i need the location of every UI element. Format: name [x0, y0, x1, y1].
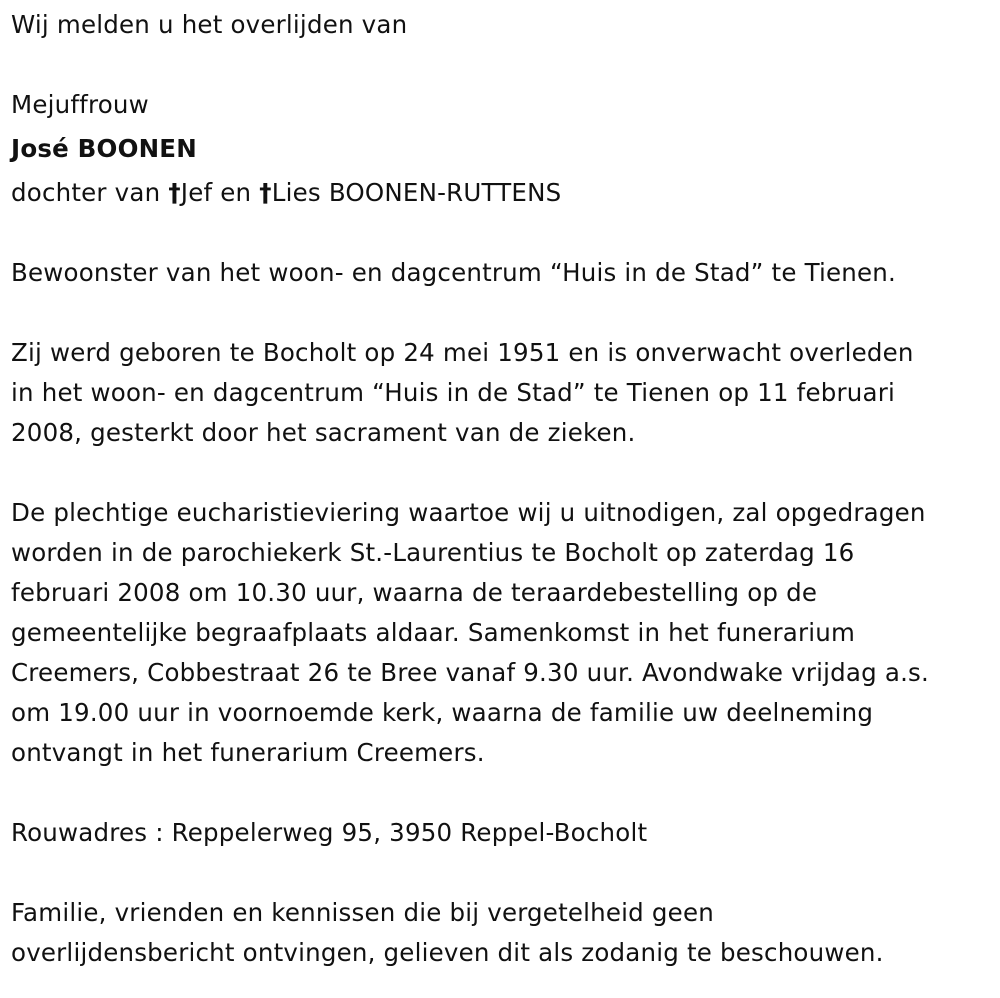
- spacer: [11, 453, 996, 493]
- paragraph-line: Familie, vrienden en kennissen die bij vergetelheid geen: [11, 898, 714, 927]
- parents-prefix: dochter van: [11, 178, 169, 207]
- obituary-document: [11, 5, 996, 973]
- mourning-address: Rouwadres : Reppelerweg 95, 3950 Reppel-Bocholt: [11, 818, 648, 847]
- paragraph-line: worden in de parochiekerk St.-Laurentius te Bocholt op zaterdag 16: [11, 538, 855, 567]
- cross-icon: †: [168, 178, 181, 207]
- honorific-title: Mejuffrouw: [11, 90, 149, 119]
- mother-name: Lies BOONEN-RUTTENS: [271, 178, 562, 207]
- closing-paragraph: [11, 893, 996, 973]
- spacer: [11, 213, 996, 253]
- paragraph-line: ontvangt in het funerarium Creemers.: [11, 738, 485, 767]
- spacer: [11, 293, 996, 333]
- paragraph-line: om 19.00 uur in voornoemde kerk, waarna de familie uw deelneming: [11, 698, 874, 727]
- paragraph-line: februari 2008 om 10.30 uur, waarna de teraardebestelling op de: [11, 578, 818, 607]
- spacer: [11, 773, 996, 813]
- spacer: [11, 853, 996, 893]
- paragraph-line: Creemers, Cobbestraat 26 te Bree vanaf 9.30 uur. Avondwake vrijdag a.s.: [11, 658, 930, 687]
- intro-text: Wij melden u het overlijden van: [11, 10, 408, 39]
- paragraph-line: 2008, gesterkt door het sacrament van de zieken.: [11, 418, 636, 447]
- paragraph-line: gemeentelijke begraafplaats aldaar. Samenkomst in het funerarium: [11, 618, 856, 647]
- spacer: [11, 45, 996, 85]
- paragraph-line: De plechtige eucharistieviering waartoe wij u uitnodigen, zal opgedragen: [11, 498, 926, 527]
- parents-line: [11, 173, 996, 213]
- birth-death-paragraph: [11, 333, 996, 453]
- ceremony-paragraph: [11, 493, 996, 773]
- paragraph-line: in het woon- en dagcentrum “Huis in de Stad” te Tienen op 11 februari: [11, 378, 896, 407]
- deceased-name: José BOONEN: [11, 134, 197, 163]
- residence-text: Bewoonster van het woon- en dagcentrum “Huis in de Stad” te Tienen.: [11, 258, 897, 287]
- paragraph-line: overlijdensbericht ontvingen, gelieven dit als zodanig te beschouwen.: [11, 938, 884, 967]
- cross-icon: †: [259, 178, 272, 207]
- father-name: Jef: [180, 178, 213, 207]
- paragraph-line: Zij werd geboren te Bocholt op 24 mei 1951 en is onverwacht overleden: [11, 338, 914, 367]
- parents-conjunction: en: [212, 178, 260, 207]
